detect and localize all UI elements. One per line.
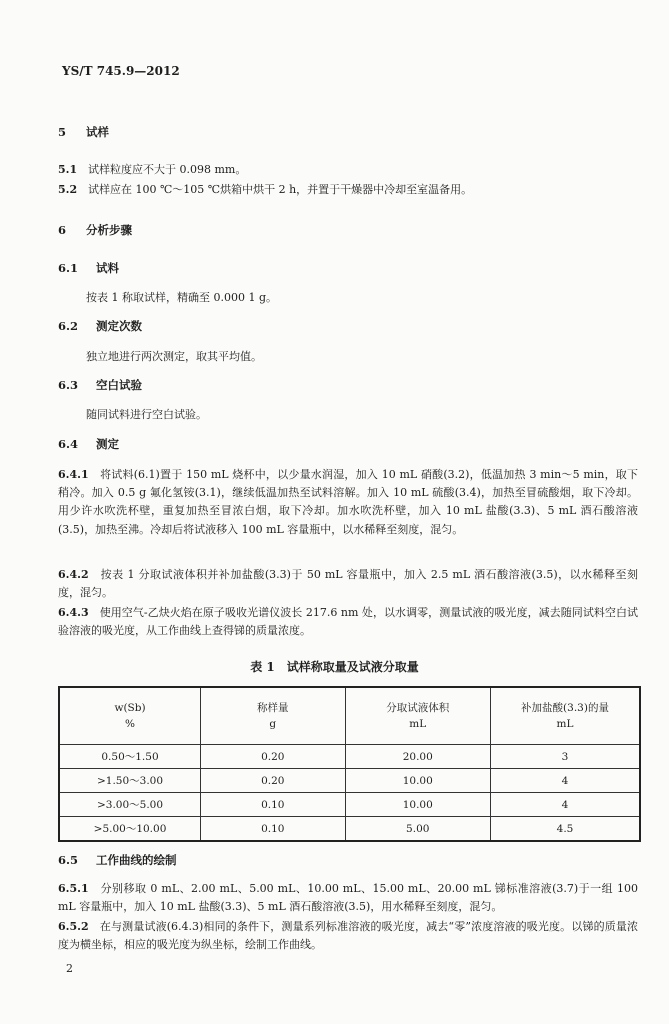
clause-text: 试样粒度应不大于 0.098 mm。 bbox=[88, 163, 247, 176]
clause-6-5-heading bbox=[58, 852, 177, 868]
table-cell: 20.00 bbox=[345, 745, 491, 769]
table-cell: 0.50～1.50 bbox=[59, 745, 201, 769]
header-cell bbox=[491, 687, 641, 745]
table-cell: 4.5 bbox=[491, 817, 641, 842]
clause-6-3-text: 随同试料进行空白试验。 bbox=[86, 408, 207, 421]
clause-6-5-2 bbox=[58, 918, 638, 954]
header-unit: g bbox=[269, 718, 277, 730]
header-name: 补加盐酸(3.3)的量 bbox=[521, 702, 609, 714]
clause-text: 使用空气-乙炔火焰在原子吸收光谱仪波长 217.6 nm 处，以水调零，测量试液的吸光度，减去随同试料空白试验溶液的吸光度，从工作曲线上查得锑的质量浓度。 bbox=[58, 606, 638, 638]
header-cell bbox=[201, 687, 345, 745]
clause-number: 6.4.1 bbox=[58, 468, 89, 481]
clause-5-2 bbox=[58, 180, 472, 199]
header-unit: mL bbox=[409, 718, 427, 730]
clause-number: 6.5 bbox=[58, 853, 79, 867]
clause-number: 6.4.3 bbox=[58, 606, 89, 619]
clause-6-4-3 bbox=[58, 604, 638, 640]
clause-text: 按表 1 分取试液体积并补加盐酸(3.3)于 50 mL 容量瓶中，加入 2.5 mL 酒石酸溶液(3.5)，以水稀释至刻度，混匀。 bbox=[58, 568, 638, 600]
header-name: 称样量 bbox=[257, 702, 289, 714]
table-cell: 0.20 bbox=[201, 769, 345, 793]
header-unit: mL bbox=[556, 718, 574, 730]
clause-number: 6.4 bbox=[58, 437, 79, 451]
clause-number: 6.1 bbox=[58, 261, 79, 275]
document-id: YS/T 745.9—2012 bbox=[62, 64, 180, 78]
table-row bbox=[59, 769, 640, 793]
table-cell: >5.00～10.00 bbox=[59, 817, 201, 842]
clause-title: 测定 bbox=[96, 437, 119, 451]
clause-title: 试料 bbox=[96, 261, 119, 275]
clause-6-5-1 bbox=[58, 880, 638, 916]
clause-number: 6.5.1 bbox=[58, 882, 89, 895]
clause-number: 5.2 bbox=[58, 183, 78, 196]
clause-6-2-heading bbox=[58, 318, 142, 334]
header-name: 分取试液体积 bbox=[386, 702, 450, 714]
section-title: 分析步骤 bbox=[86, 223, 132, 237]
table-cell: 10.00 bbox=[345, 769, 491, 793]
clause-number: 6.4.2 bbox=[58, 568, 89, 581]
clause-6-1-heading bbox=[58, 260, 119, 276]
table-cell: 4 bbox=[491, 769, 641, 793]
table-caption: 表 1 试样称取量及试液分取量 bbox=[250, 660, 419, 674]
page-number: 2 bbox=[66, 962, 73, 975]
table-cell: 4 bbox=[491, 793, 641, 817]
clause-title: 工作曲线的绘制 bbox=[96, 853, 177, 867]
clause-number: 6.2 bbox=[58, 319, 79, 333]
sample-table bbox=[58, 686, 641, 842]
clause-6-4-2 bbox=[58, 566, 638, 602]
clause-text: 将试料(6.1)置于 150 mL 烧杯中，以少量水润湿，加入 10 mL 硝酸(3.2)，低温加热 3 min～5 min，取下稍冷。加入 0.5 g 氟化氢铵(3.1)，继续低温加热至试料溶解。加入 10 mL 硫酸(3.4)，加热至冒硫酸烟，取下冷却。用少许水吹洗杯壁，重复加热至冒浓白烟，取下冷却。加水吹洗杯壁，加入 10 mL 盐酸(3.3)、5 mL 酒石酸溶液(3.5)，加热至沸。冷却后将试液移入 100 mL 容量瓶中，以水稀释至刻度，混匀。 bbox=[58, 468, 638, 536]
table-cell: >3.00～5.00 bbox=[59, 793, 201, 817]
table-cell: 10.00 bbox=[345, 793, 491, 817]
header-cell bbox=[345, 687, 491, 745]
section-6-heading bbox=[58, 222, 132, 238]
header-unit: % bbox=[125, 718, 135, 730]
table-cell: >1.50～3.00 bbox=[59, 769, 201, 793]
clause-number: 6.5.2 bbox=[58, 920, 89, 933]
clause-text: 分别移取 0 mL、2.00 mL、5.00 mL、10.00 mL、15.00 mL、20.00 mL 锑标准溶液(3.7)于一组 100 mL 容量瓶中，加入 10 mL 盐酸(3.3)、5 mL 酒石酸溶液(3.5)，用水稀释至刻度，混匀。 bbox=[58, 882, 639, 914]
clause-number: 6.3 bbox=[58, 378, 79, 392]
clause-number: 5.1 bbox=[58, 163, 78, 176]
clause-title: 空白试验 bbox=[96, 378, 142, 392]
table-row bbox=[59, 793, 640, 817]
clause-title: 测定次数 bbox=[96, 319, 142, 333]
table-row bbox=[59, 745, 640, 769]
clause-5-1 bbox=[58, 160, 246, 179]
section-title: 试样 bbox=[86, 125, 109, 139]
table-cell: 0.10 bbox=[201, 793, 345, 817]
clause-text: 试样应在 100 ℃～105 ℃烘箱中烘干 2 h，并置于干燥器中冷却至室温备用。 bbox=[88, 183, 473, 196]
clause-6-4-heading bbox=[58, 436, 119, 452]
header-cell bbox=[59, 687, 201, 745]
table-cell: 0.20 bbox=[201, 745, 345, 769]
clause-6-2-text: 独立地进行两次测定，取其平均值。 bbox=[86, 350, 262, 363]
section-number: 6 bbox=[58, 223, 67, 237]
table-cell: 0.10 bbox=[201, 817, 345, 842]
header-name: w(Sb) bbox=[114, 702, 146, 714]
table-cell: 3 bbox=[491, 745, 641, 769]
table-row bbox=[59, 817, 640, 842]
section-number: 5 bbox=[58, 125, 67, 139]
clause-text: 在与测量试液(6.4.3)相同的条件下，测量系列标准溶液的吸光度，减去“零”浓度溶液的吸光度。以锑的质量浓度为横坐标，相应的吸光度为纵坐标，绘制工作曲线。 bbox=[58, 920, 638, 952]
table-cell: 5.00 bbox=[345, 817, 491, 842]
table-header-row bbox=[59, 687, 640, 745]
clause-6-1-text: 按表 1 称取试样，精确至 0.000 1 g。 bbox=[86, 291, 278, 304]
clause-6-4-1 bbox=[58, 466, 638, 539]
clause-6-3-heading bbox=[58, 377, 142, 393]
section-5-heading bbox=[58, 124, 109, 140]
